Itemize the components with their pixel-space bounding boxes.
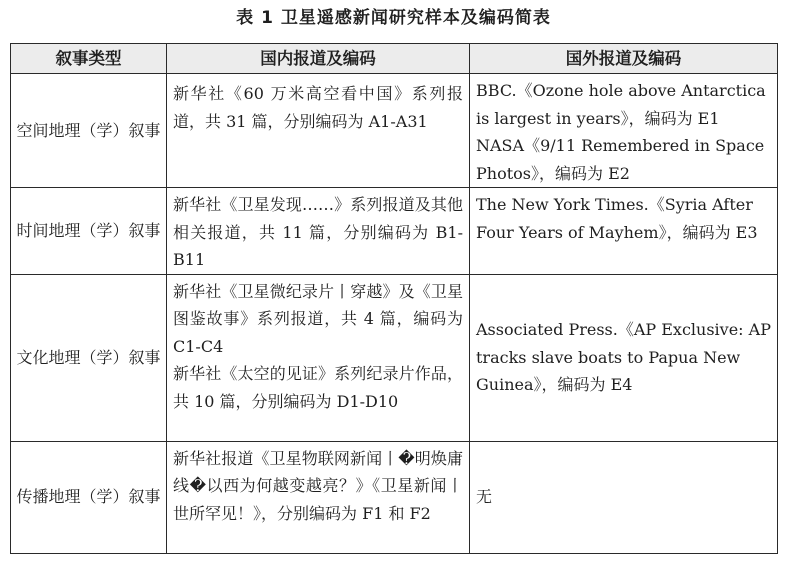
table-row xyxy=(11,188,778,275)
header-domestic-reports: 国内报道及编码 xyxy=(167,44,470,74)
foreign-report-text: NASA《9/11 Remembered in Space Photos》，编码为 E2 xyxy=(476,136,765,183)
table-caption: 表 1 卫星遥感新闻研究样本及编码简表 xyxy=(236,8,551,28)
foreign-report-text: The New York Times.《Syria After Four Years of Mayhem》，编码为 E3 xyxy=(476,195,758,242)
table-row xyxy=(11,274,778,441)
narrative-type-cell: 空间地理（学）叙事 xyxy=(11,74,167,188)
domestic-report-text: 新华社《卫星发现……》系列报道及其他相关报道，共 11 篇，分别编码为 B1-B11 xyxy=(173,195,463,269)
domestic-report-text: 新华社《太空的见证》系列纪录片作品，共 10 篇，分别编码为 D1-D10 xyxy=(173,364,463,411)
domestic-report-cell xyxy=(167,274,470,441)
foreign-report-cell xyxy=(470,188,778,275)
foreign-report-text: BBC.《Ozone hole above Antarctica is largest in years》，编码为 E1 xyxy=(476,81,766,128)
foreign-report-cell xyxy=(470,274,778,441)
domestic-report-cell xyxy=(167,188,470,275)
narrative-type-cell: 文化地理（学）叙事 xyxy=(11,274,167,441)
narrative-type-cell: 传播地理（学）叙事 xyxy=(11,441,167,553)
foreign-report-cell xyxy=(470,74,778,188)
table-row xyxy=(11,74,778,188)
foreign-report-cell xyxy=(470,441,778,553)
domestic-report-cell xyxy=(167,441,470,553)
header-narrative-type: 叙事类型 xyxy=(11,44,167,74)
foreign-report-text: 无 xyxy=(476,487,493,507)
domestic-report-text: 新华社《60 万米高空看中国》系列报道，共 31 篇，分别编码为 A1-A31 xyxy=(173,84,463,131)
narrative-type-cell: 时间地理（学）叙事 xyxy=(11,188,167,275)
table-header-row xyxy=(11,44,778,74)
domestic-report-cell xyxy=(167,74,470,188)
domestic-report-text: 新华社《卫星微纪录片丨穿越》及《卫星图鉴故事》系列报道，共 4 篇，编码为 C1-C4 xyxy=(173,281,463,356)
header-foreign-reports: 国外报道及编码 xyxy=(470,44,778,74)
foreign-report-text: Associated Press.《AP Exclusive: AP tracks slave boats to Papua New Guinea》，编码为 E4 xyxy=(476,320,771,395)
sample-coding-table xyxy=(10,43,778,554)
table-row xyxy=(11,441,778,553)
domestic-report-text: 新华社报道《卫星物联网新闻丨�明焕庸线�以西为何越变越亮？》《卫星新闻丨世所罕见！》，分别编码为 F1 和 F2 xyxy=(173,448,463,523)
